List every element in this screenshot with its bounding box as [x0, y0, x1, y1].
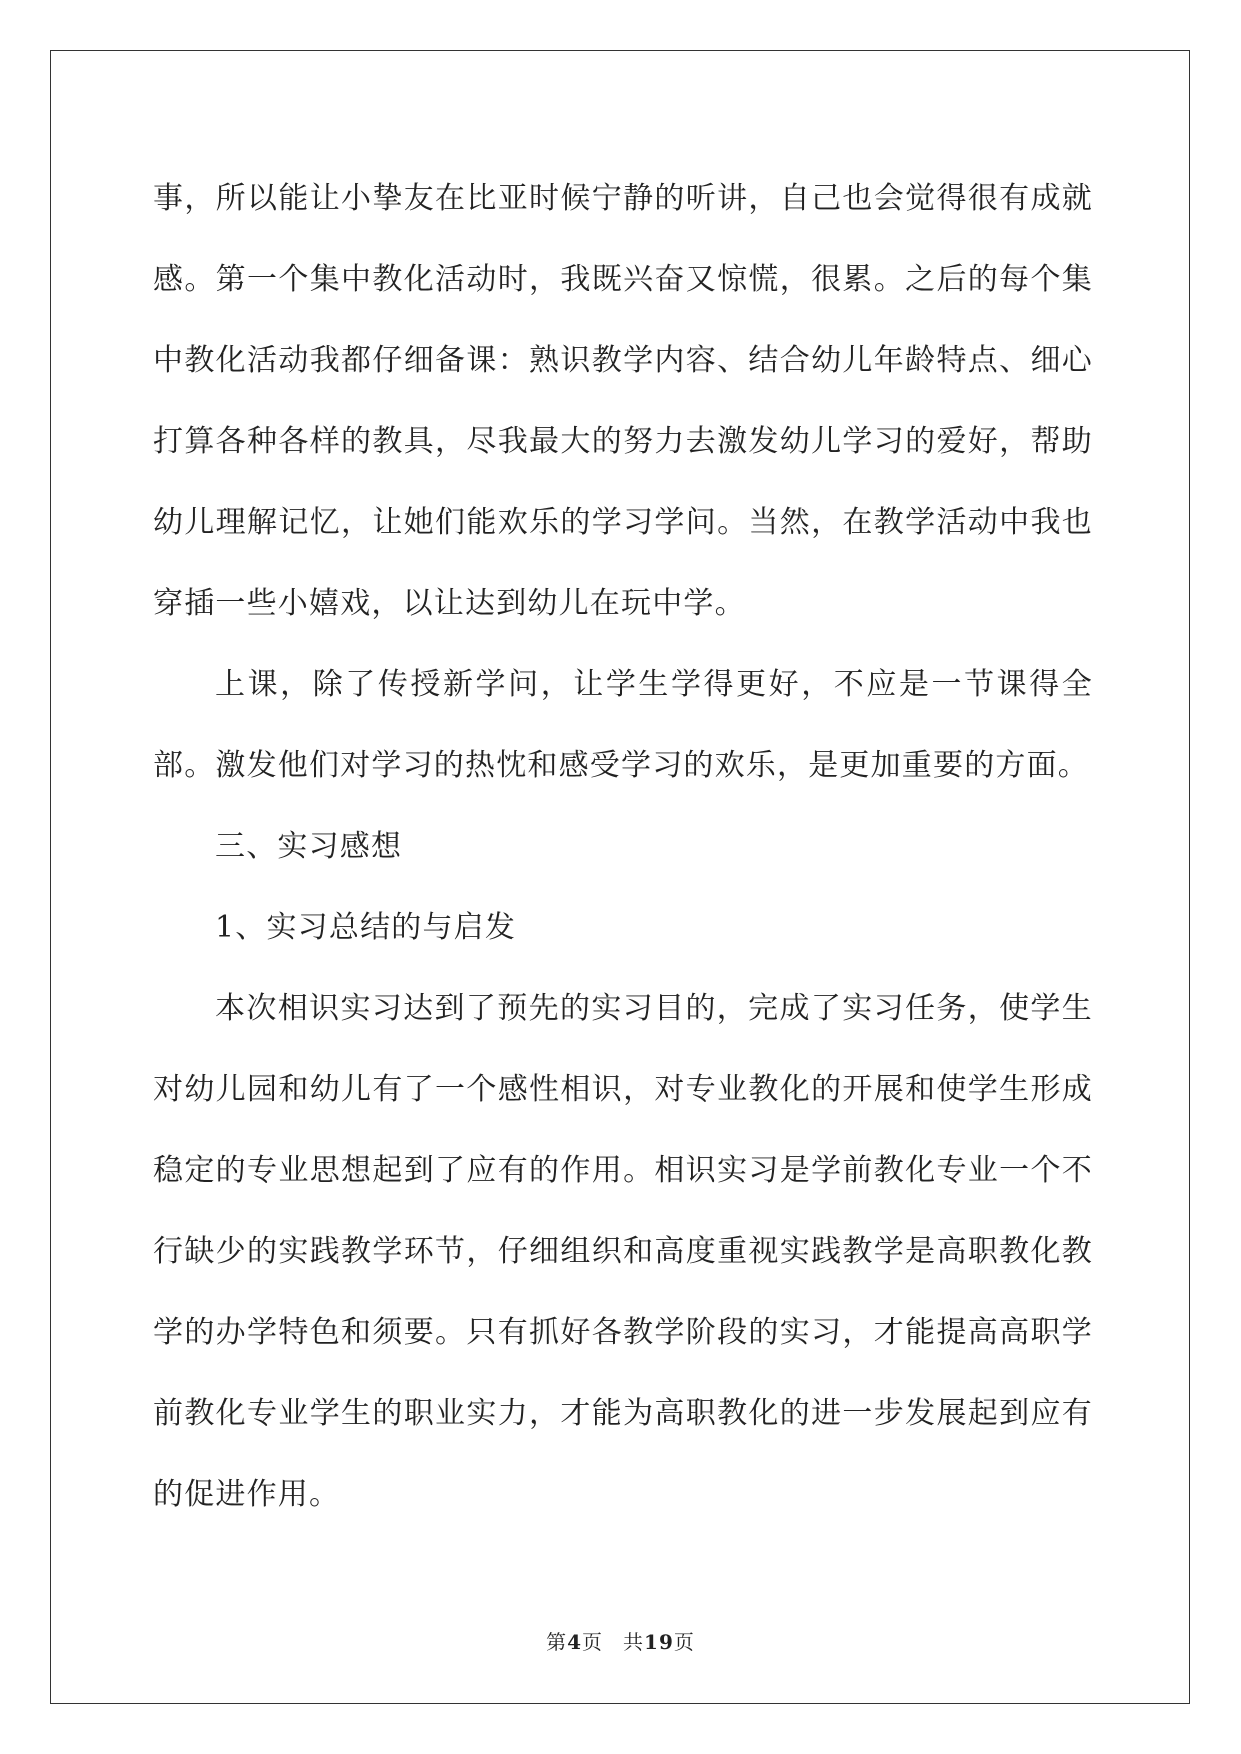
paragraph-1: 事，所以能让小挚友在比亚时候宁静的听讲，自己也会觉得很有成就感。第一个集中教化活动时，我既兴奋又惊慌，很累。之后的每个集中教化活动我都仔细备课：熟识教学内容、结合幼儿年龄特点、细心打算各种各样的教具，尽我最大的努力去激发幼儿学习的爱好，帮助幼儿理解记忆，让她们能欢乐的学习学问。当然，在教学活动中我也穿插一些小嬉戏，以让达到幼儿在玩中学。	[153, 181, 1093, 621]
total-prefix: 共	[623, 1630, 645, 1654]
total-suffix: 页	[673, 1630, 695, 1654]
page-number: 4	[567, 1630, 583, 1654]
subsection-heading: 1、实习总结的与启发	[215, 910, 517, 945]
paragraph-2: 上课，除了传授新学问，让学生学得更好，不应是一节课得全部。激发他们对学习的热忱和感受学习的欢乐，是更加重要的方面。	[153, 667, 1093, 783]
section-heading: 三、实习感想	[215, 829, 403, 864]
closing-paragraph: 本次相识实习达到了预先的实习目的，完成了实习任务，使学生对幼儿园和幼儿有了一个感性相识，对专业教化的开展和使学生形成稳定的专业思想起到了应有的作用。相识实习是学前教化专业一个不行缺少的实践教学环节，仔细组织和高度重视实践教学是高职教化教学的办学特色和须要。只有抓好各教学阶段的实习，才能提高高职学前教化专业学生的职业实力，才能为高职教化的进一步发展起到应有的促进作用。	[153, 991, 1093, 1512]
document-body	[153, 158, 1093, 1535]
page-prefix: 第	[546, 1630, 568, 1654]
page-suffix: 页	[582, 1630, 604, 1654]
page-footer	[0, 1626, 1241, 1655]
total-pages: 19	[644, 1630, 674, 1654]
